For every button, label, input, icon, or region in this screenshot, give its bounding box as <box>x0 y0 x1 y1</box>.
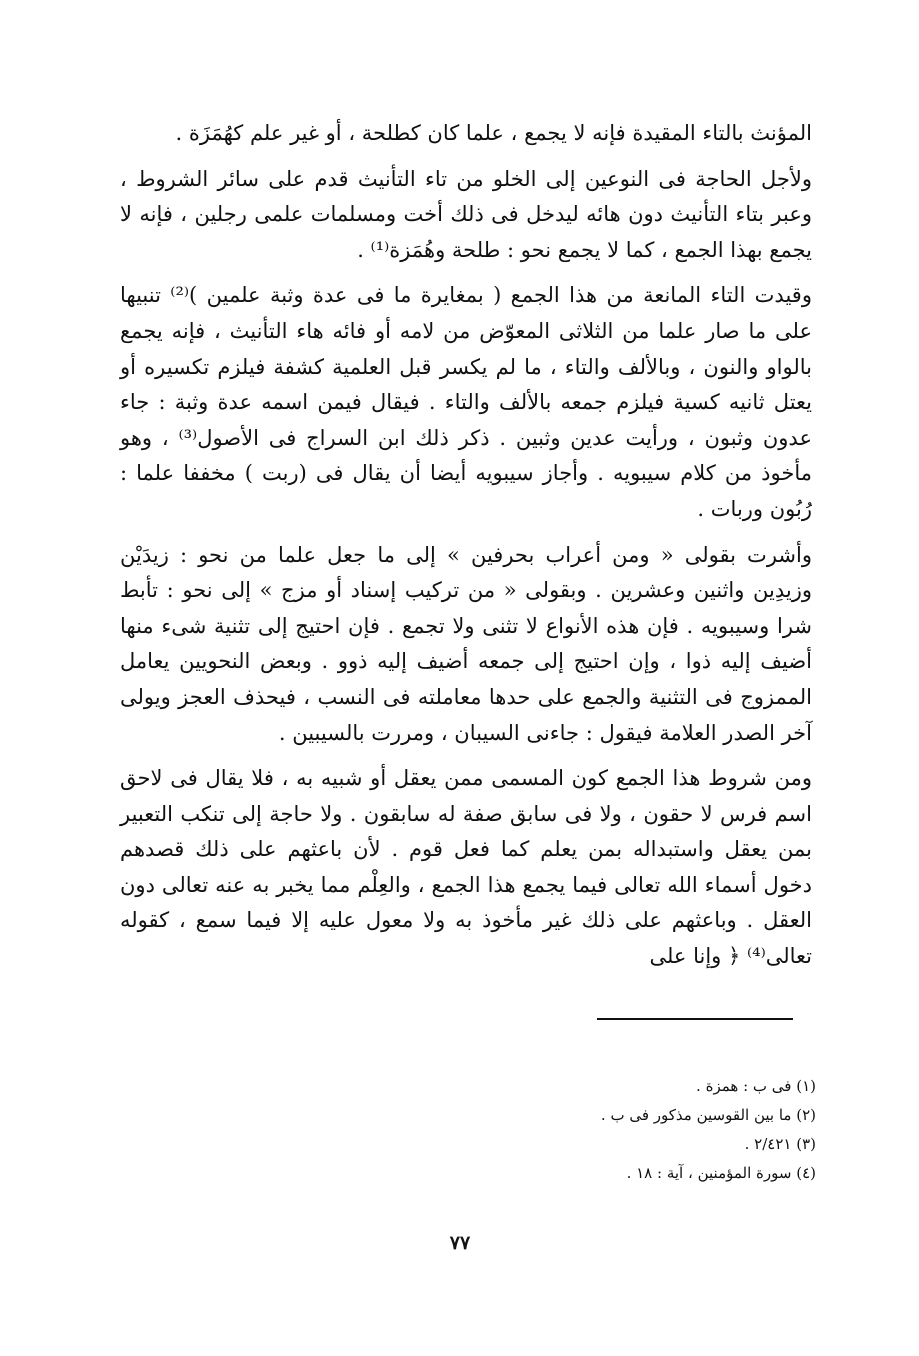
footnote-1: (١) فى ب : همزة . <box>696 1077 816 1095</box>
main-text <box>120 116 812 985</box>
paragraph-4: وأشرت بقولى « ومن أعراب بحرفين » إلى ما جعل علما من نحو : زيدَيْن وزيدِين واثنين وعشرين . وبقولى « من تركيب إسناد أو مزج » إلى نحو : تأبط شرا وسيبويه . فإن هذه الأنواع لا تثنى ولا تجمع . فإن احتيج إلى تثنية شىء منها أضيف إليه ذوا ، وإن احتيج إلى جمعه أضيف إليه ذوو . وبعض النحويين يعامل الممزوج فى التثنية والجمع على حدها معاملته فى النسب ، فيحذف العجز ويولى آخر الصدر العلامة فيقول : جاءنى السيبان ، ومررت بالسيبين . <box>120 542 812 745</box>
paragraph-5: ومن شروط هذا الجمع كون المسمى ممن يعقل أو شبيه به ، فلا يقال فى لاحق اسم فرس لا حقون ، ولا فى سابق صفة له سابقون . ولا حاجة إلى تنكب التعبير بمن يعقل واستبداله بمن يعلم كما فعل قوم . لأن باعثهم على ذلك قصدهم دخول أسماء الله تعالى فيما يجمع هذا الجمع ، والعِلْم مما يخبر به عنه تعالى دون العقل . وباعثهم على ذلك غير مأخوذ به ولا معول عليه إلا فيما سمع ، كقوله تعالى⁽⁴⁾ ﴿ وإنا على <box>120 766 812 969</box>
paragraph-3: وقيدت التاء المانعة من هذا الجمع ( بمغايرة ما فى عدة وثبة علمين )⁽²⁾ تنبيها على ما صار علما من الثلاثى المعوّض من لامه أو فائه هاء التأنيث ، فإنه يجمع بالواو والنون ، وبالألف والتاء ، ما لم يكسر قبل العلمية كشفة فيلزم تكسيره أو يعتل ثانيه كسية فيلزم جمعه بالألف والتاء . فيقال فيمن اسمه عدة وثبة : جاء عدون وثبون ، ورأيت عدين وثبين . ذكر ذلك ابن السراج فى الأصول⁽³⁾ ، وهو مأخوذ من كلام سيبويه . وأجاز سيبويه أيضا أن يقال فى (ربت ) مخففا علما : رُبُون وربات . <box>120 283 812 521</box>
footnote-3: (٣) ٢/٤٢١ . <box>744 1135 816 1153</box>
paragraph-2: ولأجل الحاجة فى النوعين إلى الخلو من تاء التأنيث قدم على سائر الشروط ، وعبر بتاء التأنيث دون هائه ليدخل فى ذلك أخت ومسلمات علمى رجلين ، فإنه لا يجمع بهذا الجمع ، كما لا يجمع نحو : طلحة وهُمَزة⁽¹⁾ . <box>120 166 812 262</box>
footnote-4: (٤) سورة المؤمنين ، آية : ١٨ . <box>626 1164 816 1182</box>
footnote-separator <box>597 1018 793 1020</box>
footnotes <box>380 1072 816 1188</box>
paragraph-1: المؤنث بالتاء المقيدة فإنه لا يجمع ، علما كان كطلحة ، أو غير علم كهُمَزَة . <box>175 121 812 145</box>
page-number: ٧٧ <box>449 1232 471 1254</box>
footnote-2: (٢) ما بين القوسين مذكور فى ب . <box>600 1106 816 1124</box>
